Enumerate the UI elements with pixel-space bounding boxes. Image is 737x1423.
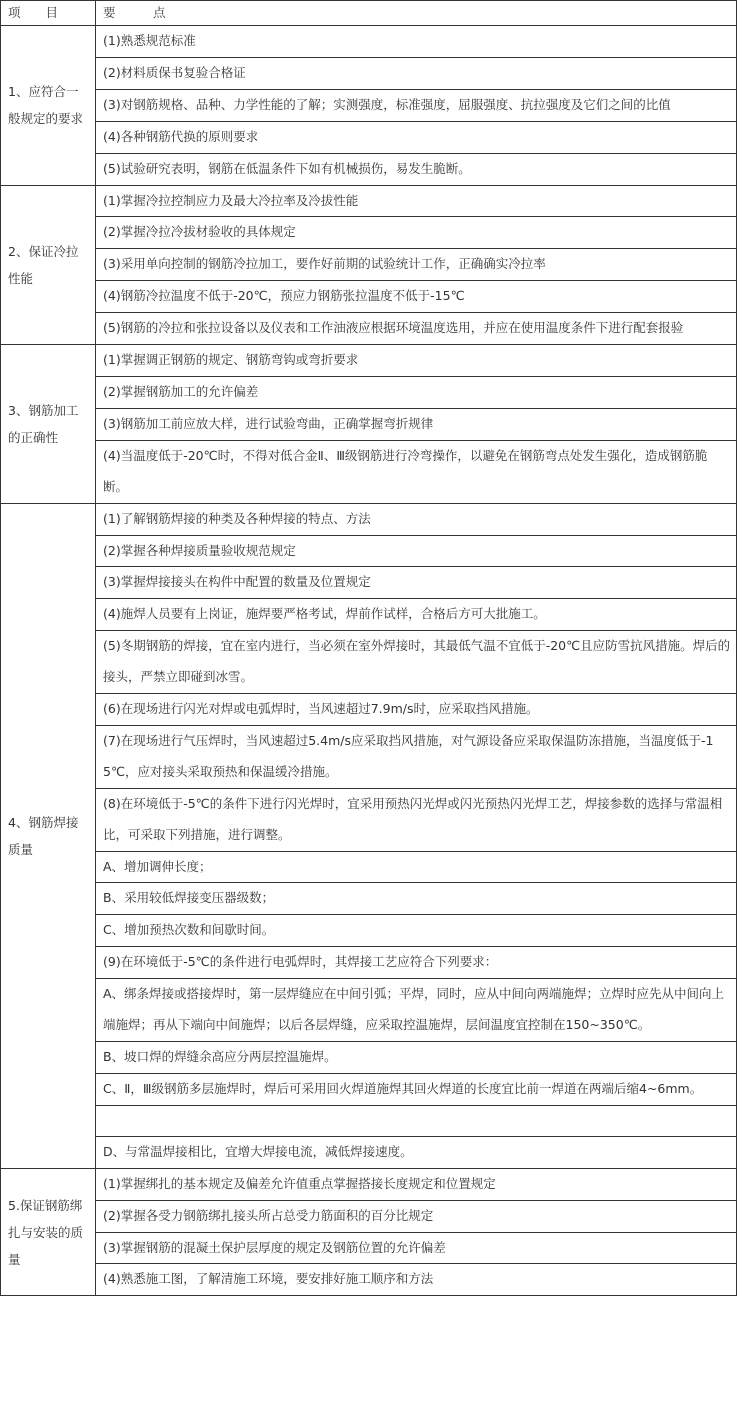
requirement-item: A、绑条焊接或搭接焊时，第一层焊缝应在中间引弧；平焊，同时，应从中间向两端施焊；立焊时应先从中间向上端施焊；再从下端向中间施焊；以后各层焊缝，应采取控温施焊，层间温度宜控制在150~350℃。 [96,979,737,1042]
table-row [1,313,737,345]
requirement-item: (4)当温度低于-20℃时，不得对低合金Ⅱ、Ⅲ级钢筋进行冷弯操作，以避免在钢筋弯点处发生强化，造成钢筋脆断。 [96,440,737,503]
requirement-item: (5)试验研究表明，钢筋在低温条件下如有机械损伤，易发生脆断。 [96,153,737,185]
table-row [1,1232,737,1264]
table-row [1,440,737,503]
table-row [1,631,737,694]
section-title: 3、钢筋加工的正确性 [1,345,96,504]
table-row [1,1264,737,1296]
section-title: 5.保证钢筋绑扎与安装的质量 [1,1168,96,1296]
table-row [1,725,737,788]
table-row [1,947,737,979]
table-row [1,376,737,408]
table-row [1,1136,737,1168]
table-row [1,217,737,249]
table-row [1,599,737,631]
table-row [1,979,737,1042]
table-body [1,26,737,1296]
table-row [1,89,737,121]
requirement-item: (4)各种钢筋代换的原则要求 [96,121,737,153]
requirement-item: (1)掌握绑扎的基本规定及偏差允许值重点掌握搭接长度规定和位置规定 [96,1168,737,1200]
requirement-item: (9)在环境低于-5℃的条件进行电弧焊时，其焊接工艺应符合下列要求： [96,947,737,979]
table-row [1,121,737,153]
section-title: 4、钢筋焊接质量 [1,503,96,1168]
requirement-item: (4)熟悉施工图，了解清施工环境，要安排好施工顺序和方法 [96,1264,737,1296]
table-row [1,503,737,535]
table-row [1,345,737,377]
table-row [1,281,737,313]
requirement-item: (3)对钢筋规格、品种、力学性能的了解；实测强度，标准强度，屈服强度、抗拉强度及它们之间的比值 [96,89,737,121]
table-row [1,535,737,567]
table-row [1,26,737,58]
requirement-item: C、增加预热次数和间歇时间。 [96,915,737,947]
requirement-item: (2)掌握冷拉冷拔材验收的具体规定 [96,217,737,249]
requirement-item: (1)了解钢筋焊接的种类及各种焊接的特点、方法 [96,503,737,535]
section-title: 1、应符合一般规定的要求 [1,26,96,186]
requirement-item: (3)掌握焊接接头在构件中配置的数量及位置规定 [96,567,737,599]
requirement-item: (1)掌握冷拉控制应力及最大冷拉率及冷拔性能 [96,185,737,217]
requirement-item: B、坡口焊的焊缝余高应分两层控温施焊。 [96,1042,737,1074]
requirement-item: C、Ⅱ，Ⅲ级钢筋多层施焊时，焊后可采用回火焊道施焊其回火焊道的长度宜比前一焊道在两端后缩4~6mm。 [96,1073,737,1105]
requirement-item: (8)在环境低于-5℃的条件下进行闪光焊时，宜采用预热闪光焊或闪光预热闪光焊工艺，焊接参数的选择与常温相比，可采取下列措施，进行调整。 [96,788,737,851]
requirement-item: (1)熟悉规范标准 [96,26,737,58]
requirement-item: (6)在现场进行闪光对焊或电弧焊时，当风速超过7.9m/s时，应采取挡风措施。 [96,694,737,726]
table-row [1,1073,737,1105]
table-row [1,851,737,883]
table-row [1,57,737,89]
requirement-item: (4)钢筋冷拉温度不低于-20℃，预应力钢筋张拉温度不低于-15℃ [96,281,737,313]
table-row [1,883,737,915]
table-row [1,249,737,281]
requirement-item: (4)施焊人员要有上岗证，施焊要严格考试，焊前作试样，合格后方可大批施工。 [96,599,737,631]
requirement-item: (5)钢筋的冷拉和张拉设备以及仪表和工作油液应根据环境温度选用，并应在使用温度条件下进行配套报验 [96,313,737,345]
table-row [1,915,737,947]
requirement-item: (2)掌握钢筋加工的允许偏差 [96,376,737,408]
requirement-item: D、与常温焊接相比，宜增大焊接电流，减低焊接速度。 [96,1136,737,1168]
requirement-item: (5)冬期钢筋的焊接，宜在室内进行，当必须在室外焊接时，其最低气温不宜低于-20℃且应防雪抗风措施。焊后的接头，严禁立即碰到冰雪。 [96,631,737,694]
requirement-item: (2)掌握各种焊接质量验收规范规定 [96,535,737,567]
table-row [1,1042,737,1074]
table-row [1,694,737,726]
requirement-item: (3)钢筋加工前应放大样，进行试验弯曲，正确掌握弯折规律 [96,408,737,440]
header-points: 要 点 [96,1,737,26]
requirement-item: (2)掌握各受力钢筋绑扎接头所占总受力筋面积的百分比规定 [96,1200,737,1232]
requirement-item: (3)采用单向控制的钢筋冷拉加工，要作好前期的试验统计工作，正确确实冷拉率 [96,249,737,281]
requirement-item: (7)在现场进行气压焊时，当风速超过5.4m/s应采取挡风措施，对气源设备应采取保温防冻措施，当温度低于-15℃，应对接头采取预热和保温缓冷措施。 [96,725,737,788]
requirement-item: (3)掌握钢筋的混凝土保护层厚度的规定及钢筋位置的允许偏差 [96,1232,737,1264]
table-row [1,408,737,440]
table-row [1,788,737,851]
header-item: 项 目 [1,1,96,26]
table-row [1,1200,737,1232]
table-row [1,1168,737,1200]
requirement-item: (2)材料质保书复验合格证 [96,57,737,89]
table-row [1,1105,737,1136]
table-row [1,567,737,599]
table-row [1,185,737,217]
requirement-item: A、增加调伸长度； [96,851,737,883]
section-title: 2、保证冷拉性能 [1,185,96,345]
requirement-item: (1)掌握调正钢筋的规定、钢筋弯钩或弯折要求 [96,345,737,377]
requirement-item [96,1105,737,1136]
requirement-item: B、采用较低焊接变压器级数； [96,883,737,915]
header-row [1,1,737,26]
table-row [1,153,737,185]
